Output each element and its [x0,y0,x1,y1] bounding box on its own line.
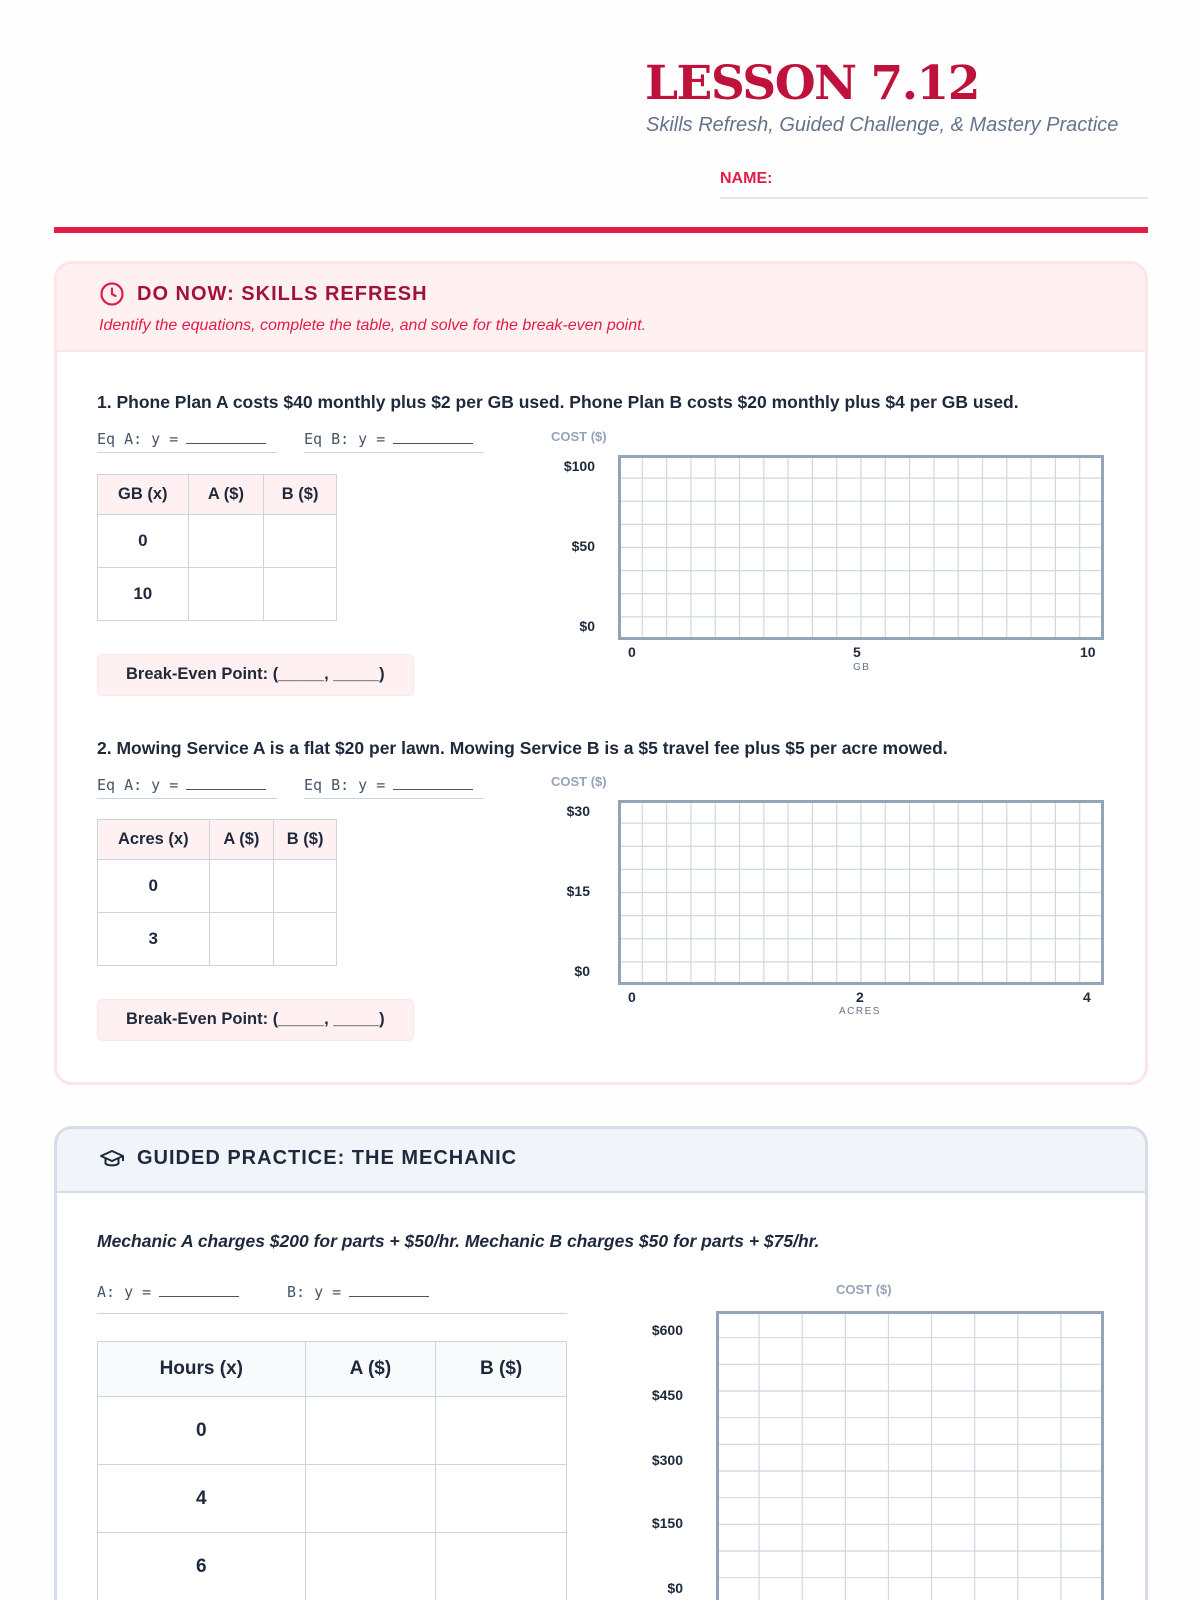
graph-2-x-label: 0 [628,989,636,1005]
guided-graph-y-label: $150 [651,1515,683,1531]
header-divider [54,227,1148,233]
graph-2-y-label: $15 [566,883,590,899]
table-cell-input[interactable] [264,515,337,568]
table-cell-input[interactable] [436,1533,567,1600]
table-cell-input[interactable] [305,1533,436,1600]
table-header: A ($) [305,1342,436,1397]
graph-2-y-title: COST ($) [551,774,607,789]
graph-2-x-label: 4 [1083,989,1091,1005]
graph-1-y-label: $50 [571,538,595,554]
guided-graph-y-label: $450 [651,1387,683,1403]
name-label: NAME: [720,170,773,187]
table-cell-input[interactable] [264,568,337,621]
graph-2-x-name: ACRES [839,1006,881,1017]
lesson-title: LESSON 7.12 [645,56,979,111]
problem-2-prompt: 2. Mowing Service A is a flat $20 per lawn. Mowing Service B is a $5 travel fee plus $5 per acre mowed. [97,738,948,758]
problem-2-table [97,819,337,966]
table-cell: 4 [98,1465,306,1533]
graph-1-y-label: $100 [563,458,595,474]
guided-graph-y-title: COST ($) [836,1282,892,1297]
problem-1-table [97,474,337,621]
lesson-subtitle: Skills Refresh, Guided Challenge, & Mastery Practice [646,114,1119,136]
guided-prompt: Mechanic A charges $200 for parts + $50/hr. Mechanic B charges $50 for parts + $75/hr. [97,1231,820,1251]
graph-2-x-label: 2 [856,989,864,1005]
grid-border [718,1313,1103,1600]
problem-2-break-even[interactable]: Break-Even Point: (_____, _____) [97,999,414,1041]
clock-icon [99,281,125,307]
graph-1-y-title: COST ($) [551,429,607,444]
table-cell: 0 [98,860,210,913]
problem-2-eq-b[interactable]: Eq B: y = [304,776,473,794]
problem-1-prompt: 1. Phone Plan A costs $40 monthly plus $2 per GB used. Phone Plan B costs $20 monthly plus $4 per GB used. [97,392,1019,412]
table-header: A ($) [209,820,274,860]
guided-practice-header [57,1129,1145,1193]
table-cell-input[interactable] [274,860,337,913]
table-cell-input[interactable] [436,1397,567,1465]
graph-2-grid[interactable] [618,800,1104,985]
graph-1-grid[interactable] [618,455,1104,640]
graduation-cap-icon [99,1148,125,1170]
guided-graph-y-label: $300 [651,1452,683,1468]
table-cell-input[interactable] [188,568,264,621]
table-cell: 10 [98,568,189,621]
guided-graph-y-label: $600 [651,1322,683,1338]
guided-table [97,1341,567,1600]
table-cell-input[interactable] [274,913,337,966]
guided-graph-y-label: $0 [667,1580,683,1596]
guided-eq-b[interactable]: B: y = [287,1283,429,1301]
name-field[interactable] [720,197,1148,199]
graph-1-x-name: GB [853,662,871,673]
table-header: B ($) [436,1342,567,1397]
table-cell: 0 [98,1397,306,1465]
graph-2-y-label: $30 [566,803,590,819]
guided-practice-title: GUIDED PRACTICE: THE MECHANIC [137,1147,518,1169]
problem-1-eq-b[interactable]: Eq B: y = [304,430,473,448]
problem-1-eq-a[interactable]: Eq A: y = [97,430,266,448]
page-header [0,0,1200,240]
guided-graph-grid[interactable] [716,1311,1104,1600]
table-cell-input[interactable] [305,1465,436,1533]
table-cell-input[interactable] [209,913,274,966]
table-header: GB (x) [98,475,189,515]
table-cell: 0 [98,515,189,568]
table-cell-input[interactable] [305,1397,436,1465]
table-header: Hours (x) [98,1342,306,1397]
graph-1-y-label: $0 [579,618,595,634]
table-header: A ($) [188,475,264,515]
graph-1-x-label: 5 [853,644,861,660]
do-now-header [57,264,1145,352]
guided-eq-a[interactable]: A: y = [97,1283,239,1301]
do-now-title: DO NOW: SKILLS REFRESH [137,282,428,305]
table-cell-input[interactable] [188,515,264,568]
table-header: B ($) [274,820,337,860]
table-cell: 3 [98,913,210,966]
table-cell: 6 [98,1533,306,1600]
table-header: B ($) [264,475,337,515]
graph-1-x-label: 10 [1080,644,1096,660]
table-cell-input[interactable] [209,860,274,913]
do-now-description: Identify the equations, complete the table, and solve for the break-even point. [99,317,647,334]
table-cell-input[interactable] [436,1465,567,1533]
graph-1-x-label: 0 [628,644,636,660]
graph-2-y-label: $0 [574,963,590,979]
problem-2-eq-a[interactable]: Eq A: y = [97,776,266,794]
table-header: Acres (x) [98,820,210,860]
problem-1-break-even[interactable]: Break-Even Point: (_____, _____) [97,654,414,696]
